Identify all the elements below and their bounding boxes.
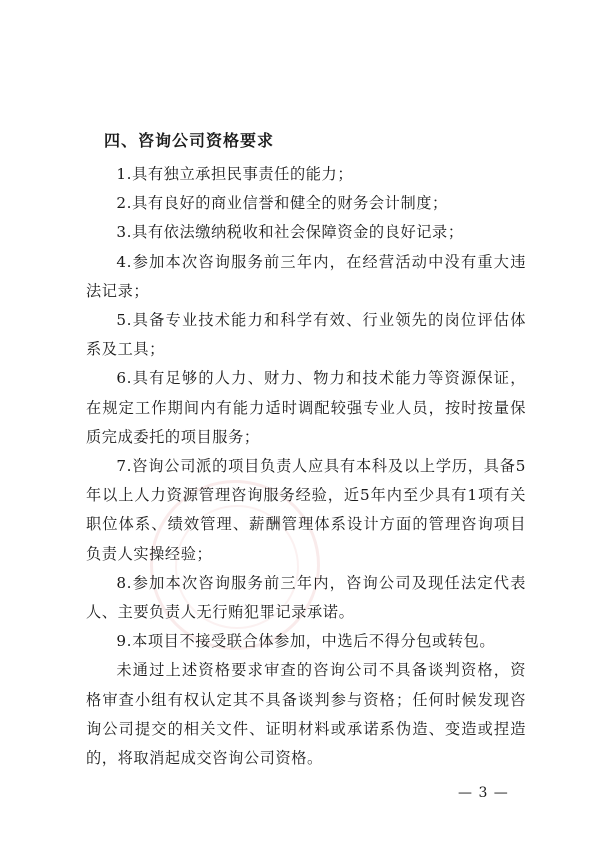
paragraph-review-note: 未通过上述资格要求审查的咨询公司不具备谈判资格，资格审查小组有权认定其不具备谈判参与资格；任何时候发现咨询公司提交的相关文件、证明材料或承诺系伪造、变造或捏造的，将取消起成交咨询公司资格。 <box>86 661 526 768</box>
body-text <box>86 160 526 773</box>
paragraph-requirement-3: 3.具有依法缴纳税收和社会保障资金的良好记录； <box>116 223 464 242</box>
paragraph-requirement-1: 1.具有独立承担民事责任的能力； <box>116 165 354 183</box>
paragraph-requirement-4: 4.参加本次咨询服务前三年内，在经营活动中没有重大违法记录； <box>86 252 526 300</box>
paragraph-requirement-6: 6.具有足够的人力、财力、物力和技术能力等资源保证，在规定工作期间内有能力适时调配较强专业人员，按时按量保质完成委托的项目服务； <box>86 369 526 446</box>
paragraph-requirement-8: 8.参加本次咨询服务前三年内，咨询公司及现任法定代表人、主要负责人无行贿犯罪记录承诺。 <box>86 573 526 622</box>
paragraph-requirement-2: 2.具有良好的商业信誉和健全的财务会计制度； <box>116 194 448 213</box>
page-number: — 3 — <box>458 785 509 801</box>
section-heading: 四、咨询公司资格要求 <box>104 131 275 150</box>
paragraph-requirement-7: 7.咨询公司派的项目负责人应具有本科及以上学历，具备5年以上人力资源管理咨询服务经验，近5年内至少具有1项有关职位体系、绩效管理、薪酬管理体系设计方面的管理咨询项目负责人实操经验； <box>86 457 526 563</box>
paragraph-requirement-5: 5.具备专业技术能力和科学有效、行业领先的岗位评估体系及工具； <box>86 311 526 359</box>
paragraph-requirement-9: 9.本项目不接受联合体参加，中选后不得分包或转包。 <box>116 632 496 651</box>
